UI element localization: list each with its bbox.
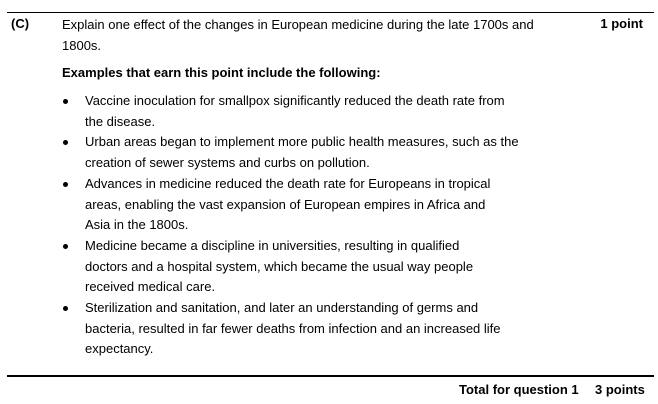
example-line: Advances in medicine reduced the death rate for Europeans in tropical [85,175,491,191]
example-item [62,91,542,132]
question-prompt [62,14,562,56]
example-item [62,236,542,298]
example-line: doctors and a hospital system, which became the usual way people [85,258,474,274]
example-line: Medicine became a discipline in universities, resulting in qualified [85,237,460,253]
example-line: Urban areas began to implement more public health measures, such as the [85,134,519,150]
part-points: 1 point [600,16,643,31]
example-line: areas, enabling the vast expansion of European empires in Africa and [85,196,486,212]
example-line: bacteria, resulted in far fewer deaths from infection and an increased life [85,320,501,336]
examples-list [62,91,542,360]
examples-heading: Examples that earn this point include the following: [62,65,381,80]
total-label: Total for question 1 [459,382,579,397]
example-line: received medical care. [85,279,216,295]
bottom-divider [7,375,654,377]
example-item [62,174,542,236]
example-item [62,132,542,173]
total-points: 3 points [595,382,645,397]
example-line: expectancy. [85,341,154,357]
example-item [62,298,542,360]
top-divider [7,12,654,13]
example-line: creation of sewer systems and curbs on pollution. [85,155,370,171]
example-line: Vaccine inoculation for smallpox significantly reduced the death rate from [85,93,505,108]
example-line: Sterilization and sanitation, and later an understanding of germs and [85,300,479,316]
example-line: Asia in the 1800s. [85,217,189,233]
question-line: 1800s. [62,38,102,53]
question-line: Explain one effect of the changes in European medicine during the late 1700s and [62,17,534,32]
part-label: (C) [11,16,30,31]
example-line: the disease. [85,113,156,129]
